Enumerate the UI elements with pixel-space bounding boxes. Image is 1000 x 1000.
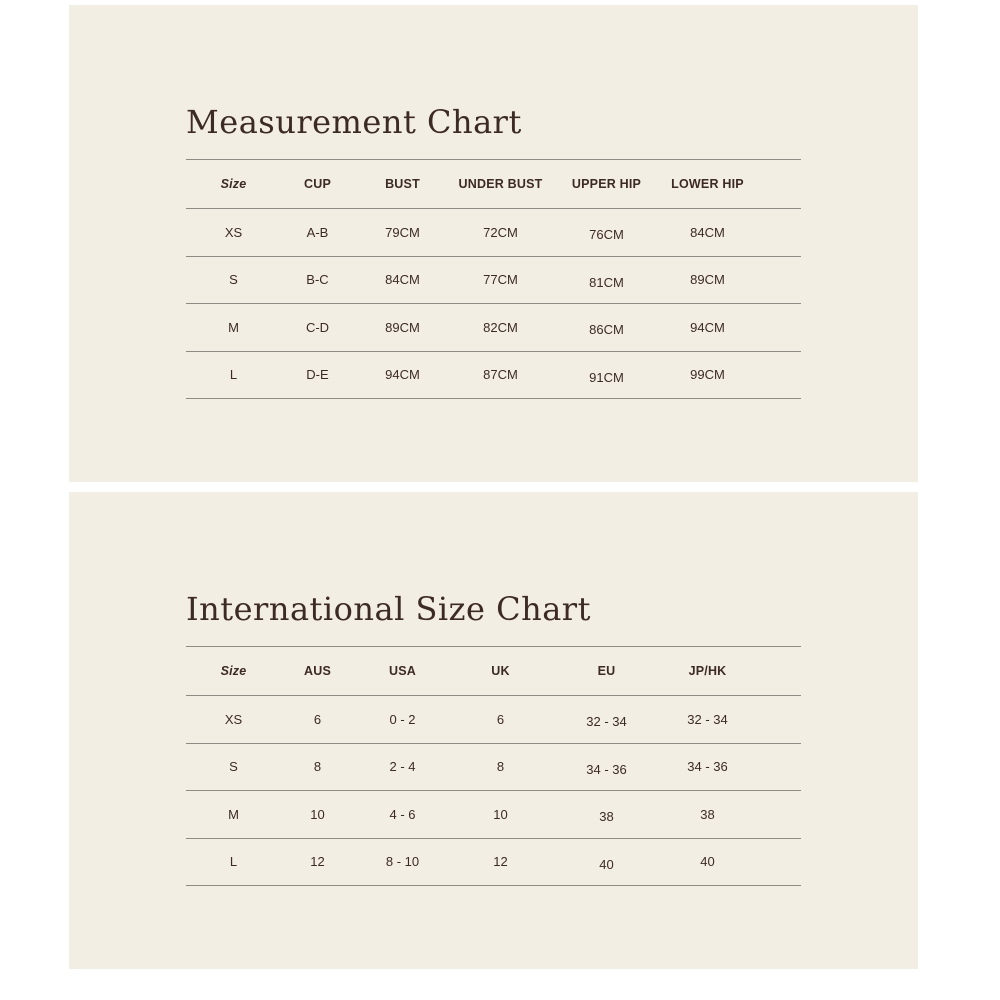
table-cell: 81CM	[550, 256, 663, 304]
table-cell: S	[186, 256, 281, 304]
table-spacer	[752, 160, 801, 209]
table-cell: 89CM	[354, 304, 451, 352]
column-header-cup: CUP	[281, 160, 354, 209]
table-cell: 94CM	[354, 351, 451, 399]
measurement-chart-panel	[69, 5, 918, 482]
table-row	[186, 209, 801, 257]
table-cell: 89CM	[663, 256, 752, 304]
table-cell: 8	[451, 743, 550, 791]
table-cell: XS	[186, 696, 281, 744]
table-cell: A-B	[281, 209, 354, 257]
table-cell: 40	[663, 838, 752, 886]
table-row	[186, 256, 801, 304]
table-spacer	[752, 647, 801, 696]
column-header-aus: AUS	[281, 647, 354, 696]
table-cell: 84CM	[354, 256, 451, 304]
table-header-row	[186, 160, 801, 209]
column-header-bust: BUST	[354, 160, 451, 209]
column-header-eu: EU	[550, 647, 663, 696]
table-spacer	[752, 304, 801, 352]
table-spacer	[752, 838, 801, 886]
table-cell: 94CM	[663, 304, 752, 352]
table-row	[186, 304, 801, 352]
table-cell: 10	[281, 791, 354, 839]
table-cell: 99CM	[663, 351, 752, 399]
table-cell: 34 - 36	[663, 743, 752, 791]
table-cell: 32 - 34	[663, 696, 752, 744]
column-header-upper-hip: UPPER HIP	[550, 160, 663, 209]
table-cell: 86CM	[550, 304, 663, 352]
column-header-usa: USA	[354, 647, 451, 696]
table-row	[186, 743, 801, 791]
table-cell: 77CM	[451, 256, 550, 304]
table-cell: C-D	[281, 304, 354, 352]
table-cell: M	[186, 791, 281, 839]
table-spacer	[752, 743, 801, 791]
column-header-size: Size	[186, 647, 281, 696]
table-cell: D-E	[281, 351, 354, 399]
column-header-lower-hip: LOWER HIP	[663, 160, 752, 209]
table-cell: 12	[281, 838, 354, 886]
column-header-under-bust: UNDER BUST	[451, 160, 550, 209]
table-cell: B-C	[281, 256, 354, 304]
measurement-table	[186, 159, 801, 399]
table-cell: 91CM	[550, 351, 663, 399]
table-cell: XS	[186, 209, 281, 257]
table-cell: 32 - 34	[550, 696, 663, 744]
table-spacer	[752, 696, 801, 744]
column-header-size: Size	[186, 160, 281, 209]
table-cell: 40	[550, 838, 663, 886]
table-cell: 72CM	[451, 209, 550, 257]
table-cell: 76CM	[550, 209, 663, 257]
column-header-jp-hk: JP/HK	[663, 647, 752, 696]
table-cell: 38	[663, 791, 752, 839]
table-cell: 6	[281, 696, 354, 744]
table-cell: 2 - 4	[354, 743, 451, 791]
table-cell: 6	[451, 696, 550, 744]
table-cell: 79CM	[354, 209, 451, 257]
table-header-row	[186, 647, 801, 696]
table-cell: 4 - 6	[354, 791, 451, 839]
table-spacer	[752, 256, 801, 304]
table-cell: 0 - 2	[354, 696, 451, 744]
table-row	[186, 696, 801, 744]
table-row	[186, 791, 801, 839]
table-cell: S	[186, 743, 281, 791]
table-spacer	[752, 209, 801, 257]
table-row	[186, 838, 801, 886]
table-cell: 84CM	[663, 209, 752, 257]
column-header-uk: UK	[451, 647, 550, 696]
table-cell: L	[186, 351, 281, 399]
table-cell: 82CM	[451, 304, 550, 352]
table-row	[186, 351, 801, 399]
table-cell: L	[186, 838, 281, 886]
measurement-chart-title: Measurement Chart	[186, 103, 522, 141]
table-spacer	[752, 351, 801, 399]
international-size-table	[186, 646, 801, 886]
table-cell: M	[186, 304, 281, 352]
table-cell: 38	[550, 791, 663, 839]
international-size-chart-panel	[69, 492, 918, 969]
table-cell: 34 - 36	[550, 743, 663, 791]
table-cell: 12	[451, 838, 550, 886]
table-spacer	[752, 791, 801, 839]
international-size-chart-title: International Size Chart	[186, 590, 591, 628]
table-cell: 10	[451, 791, 550, 839]
table-cell: 8 - 10	[354, 838, 451, 886]
table-cell: 87CM	[451, 351, 550, 399]
table-cell: 8	[281, 743, 354, 791]
